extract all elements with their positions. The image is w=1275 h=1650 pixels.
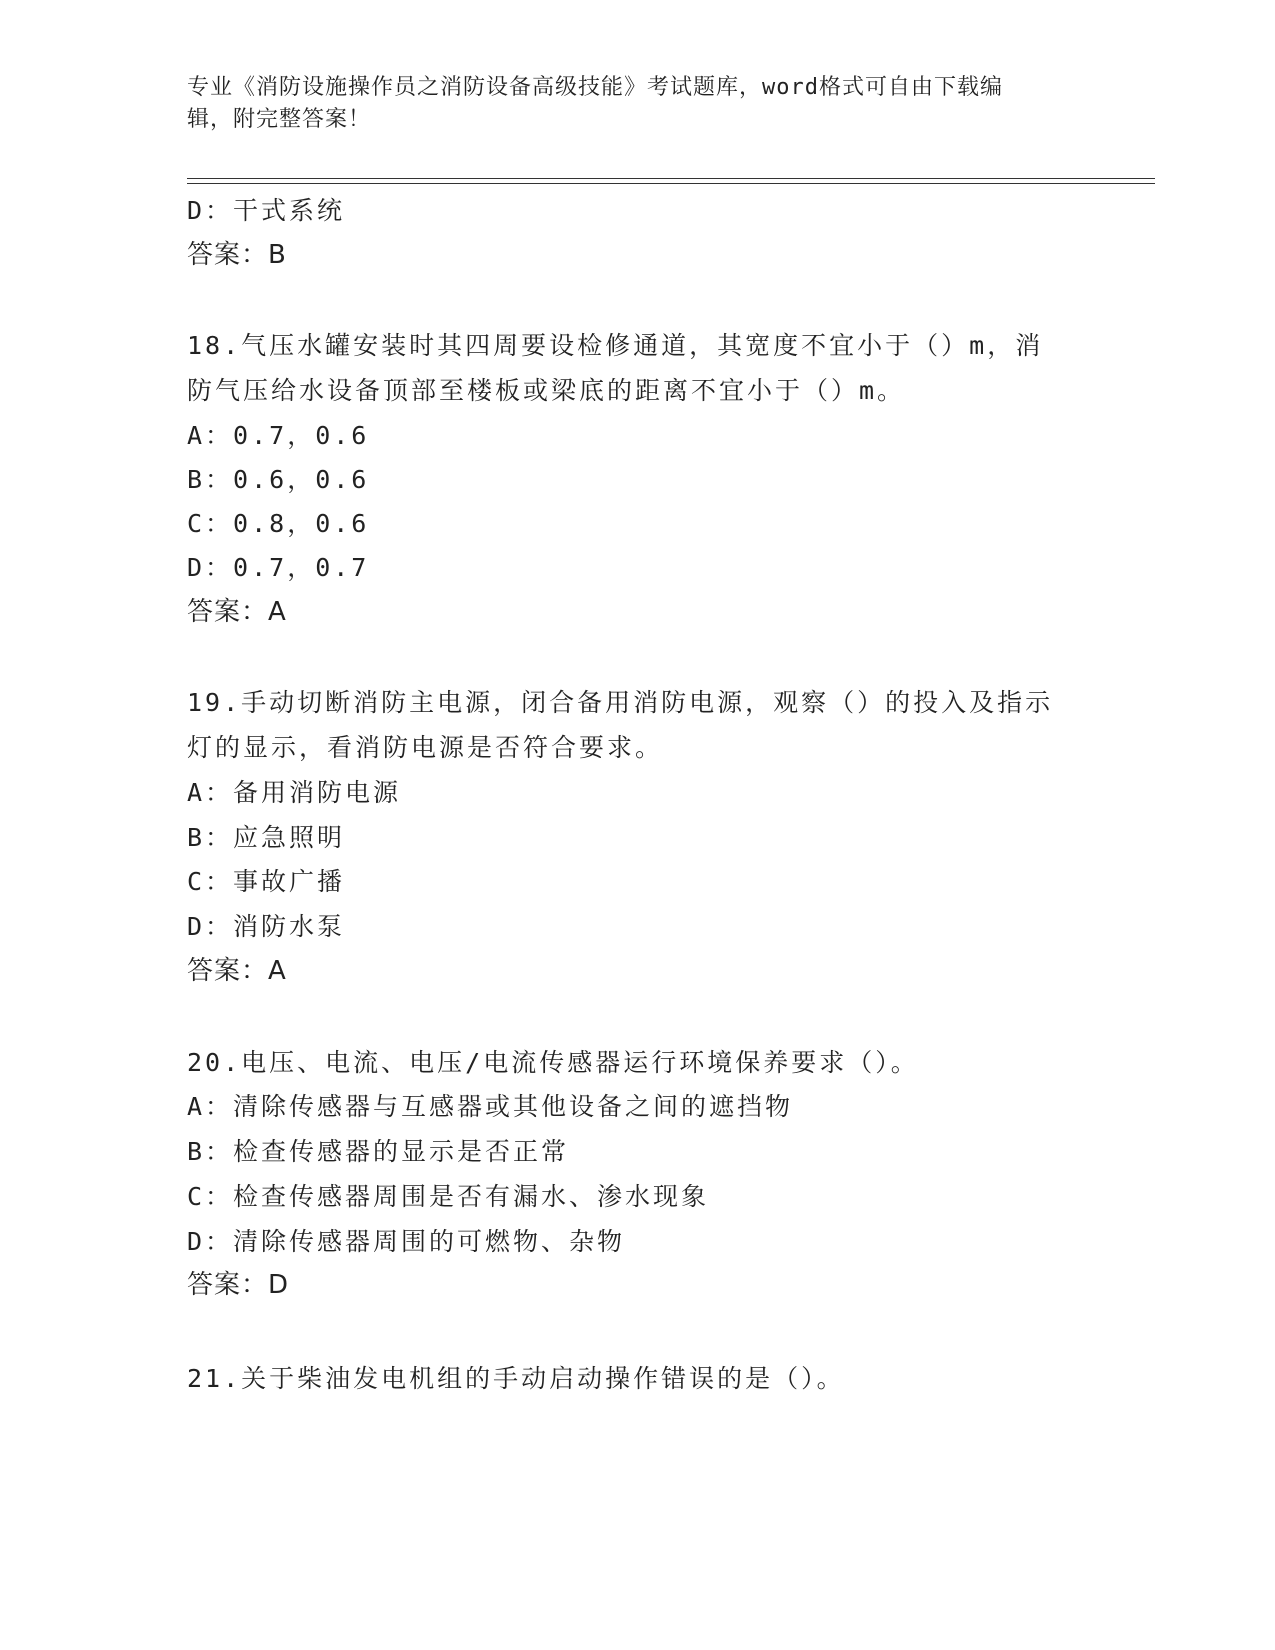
question-20-option-b: B：检查传感器的显示是否正常 <box>187 1137 570 1166</box>
question-20-option-c: C：检查传感器周围是否有漏水、渗水现象 <box>187 1182 710 1211</box>
question-19-stem-1: 19.手动切断消防主电源，闭合备用消防电源，观察（）的投入及指示 <box>187 688 1054 717</box>
question-19-option-b: B：应急照明 <box>187 823 346 852</box>
question-18-option-b: B：0.6，0.6 <box>187 465 370 494</box>
question-19-option-a: A：备用消防电源 <box>187 778 402 807</box>
question-20-option-d: D：清除传感器周围的可燃物、杂物 <box>187 1227 626 1256</box>
question-20-answer: 答案：D <box>187 1270 290 1300</box>
question-20-stem-1: 20.电压、电流、电压/电流传感器运行环境保养要求（）。 <box>187 1048 919 1077</box>
question-18-option-c: C：0.8，0.6 <box>187 509 370 538</box>
page-header <box>187 72 1067 136</box>
header-line-2: 辑，附完整答案！ <box>187 107 372 132</box>
question-20-option-a: A：清除传感器与互感器或其他设备之间的遮挡物 <box>187 1092 794 1121</box>
question-18-stem-1: 18.气压水罐安装时其四周要设检修通道，其宽度不宜小于（）m，消 <box>187 331 1044 360</box>
header-line-1: 专业《消防设施操作员之消防设备高级技能》考试题库，word格式可自由下载编 <box>187 75 1003 100</box>
header-rule-top <box>187 178 1155 179</box>
answer: 答案：B <box>187 240 287 270</box>
header-rule-bottom <box>187 183 1155 184</box>
question-18-option-a: A：0.7，0.6 <box>187 421 370 450</box>
question-19-stem-2: 灯的显示，看消防电源是否符合要求。 <box>187 733 664 762</box>
option-d: D：干式系统 <box>187 196 346 225</box>
question-19-option-d: D：消防水泵 <box>187 912 346 941</box>
question-18-answer: 答案：A <box>187 597 287 627</box>
question-19-answer: 答案：A <box>187 956 287 986</box>
question-19-option-c: C：事故广播 <box>187 867 346 896</box>
question-18-option-d: D：0.7，0.7 <box>187 553 370 582</box>
question-18-stem-2: 防气压给水设备顶部至楼板或梁底的距离不宜小于（）m。 <box>187 376 906 405</box>
question-21-stem-1: 21.关于柴油发电机组的手动启动操作错误的是（）。 <box>187 1364 845 1393</box>
